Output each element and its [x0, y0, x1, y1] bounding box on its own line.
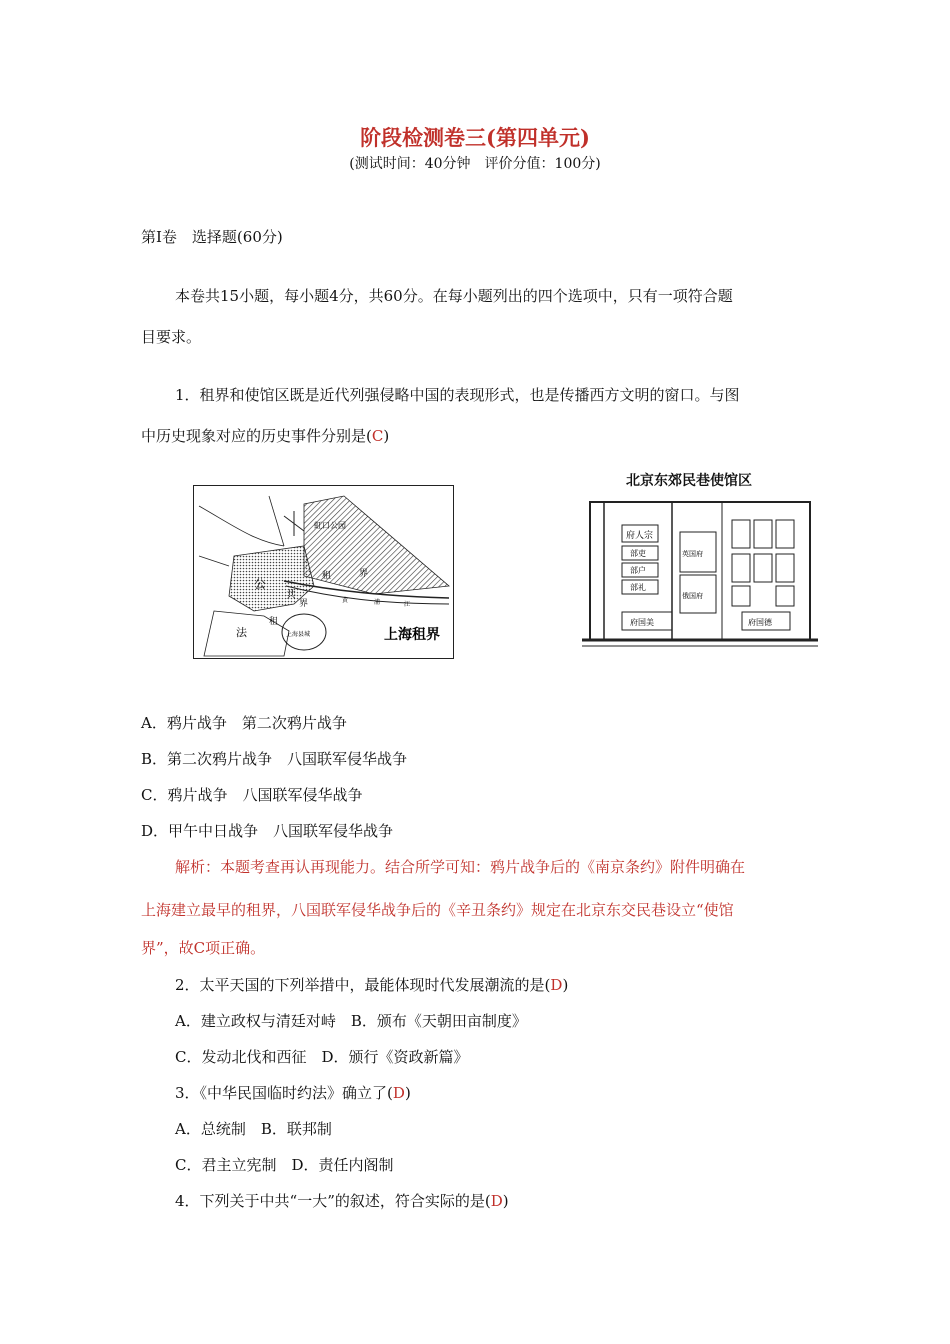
- map-caption-beijing: 北京东郊民巷使馆区: [626, 473, 752, 489]
- map-label-huang: 黄: [342, 597, 349, 604]
- map-label-libu2: 部礼: [630, 583, 646, 592]
- map-label-zongrenfu: 府人宗: [626, 531, 654, 541]
- q1-analysis-text-1: 本题考查再认再现能力。结合所学可知：鸦片战争后的《南京条约》附件明确在: [220, 858, 746, 876]
- q1-analysis-label: 解析：: [175, 858, 221, 876]
- map-label-gong2: 共: [286, 590, 296, 601]
- q1-analysis-line-1: [175, 856, 745, 877]
- q1-stem-line-2: [141, 425, 389, 446]
- map-label-german: 府国德: [748, 618, 772, 627]
- q1-stem-line-1: 1．租界和使馆区既是近代列强侵略中国的表现形式，也是传播西方文明的窗口。与图: [175, 386, 740, 404]
- map-label-zu2: 租: [269, 617, 279, 627]
- beijing-legation-map: [582, 470, 818, 660]
- map-label-british: 英国府: [682, 550, 703, 558]
- shanghai-map-graphic: [194, 486, 453, 658]
- map-label-fa: 法: [236, 626, 247, 639]
- map-label-jie2: 界: [299, 599, 309, 609]
- q3-options-line-1: A．总统制 B．联邦制: [175, 1120, 332, 1138]
- beijing-map-graphic: [582, 490, 818, 660]
- map-label-zu: 租: [322, 571, 332, 581]
- q2-stem-text: 2．太平天国的下列举措中，最能体现时代发展潮流的是(: [175, 976, 551, 994]
- q2-stem: [175, 974, 568, 995]
- q3-paren-close: ): [404, 1084, 411, 1102]
- q1-answer: C: [371, 427, 384, 445]
- q2-options-line-2: C．发动北伐和西征 D．颁行《资政新篇》: [175, 1048, 469, 1066]
- q1-analysis-line-2: 上海建立最早的租界，八国联军侵华战争后的《辛丑条约》规定在北京东交民巷设立“使馆: [141, 901, 734, 919]
- q1-paren-close: ): [383, 427, 390, 445]
- q1-option-a: A．鸦片战争 第二次鸦片战争: [141, 714, 347, 732]
- q4-stem: [175, 1190, 509, 1211]
- map-caption-shanghai: 上海租界: [384, 627, 440, 643]
- page-subtitle: (测试时间：40分钟 评价分值：100分): [349, 156, 601, 172]
- map-label-american: 府国美: [630, 618, 654, 627]
- q2-options-line-1: A．建立政权与清廷对峙 B．颁布《天朝田亩制度》: [175, 1012, 527, 1030]
- q3-stem: [175, 1082, 411, 1103]
- q1-option-d: D．甲午中日战争 八国联军侵华战争: [141, 822, 394, 840]
- q3-answer: D: [392, 1084, 405, 1102]
- map-label-hongkou-park: 虹口公园: [314, 521, 346, 530]
- q2-answer: D: [550, 976, 563, 994]
- q4-paren-close: ): [502, 1192, 509, 1210]
- q1-stem-prefix: 中历史现象对应的历史事件分别是(: [141, 427, 372, 445]
- q1-option-b: B．第二次鸦片战争 八国联军侵华战争: [141, 750, 408, 768]
- map-label-hubu: 部户: [630, 566, 646, 575]
- section-heading: 第Ⅰ卷 选择题(60分): [141, 228, 283, 246]
- q1-analysis-line-3: 界”，故C项正确。: [141, 939, 266, 957]
- instructions-line-2: 目要求。: [141, 328, 202, 346]
- q3-stem-text: 3．《中华民国临时约法》确立了(: [175, 1084, 393, 1102]
- instructions-line-1: 本卷共15小题，每小题4分，共60分。在每小题列出的四个选项中，只有一项符合题: [175, 287, 733, 305]
- q1-option-c: C．鸦片战争 八国联军侵华战争: [141, 786, 363, 804]
- map-label-russian: 俄国府: [682, 592, 703, 600]
- page-title: 阶段检测卷三(第四单元): [360, 125, 590, 150]
- q4-stem-text: 4．下列关于中共“一大”的叙述，符合实际的是(: [175, 1192, 491, 1210]
- map-label-jie: 界: [359, 569, 369, 579]
- map-label-gong: 公: [254, 577, 267, 591]
- map-label-jiang: 江: [404, 601, 411, 608]
- q2-paren-close: ): [562, 976, 569, 994]
- map-label-old-city: 上海县城: [286, 631, 311, 638]
- q4-answer: D: [490, 1192, 503, 1210]
- map-label-pu: 浦: [374, 599, 381, 606]
- q3-options-line-2: C．君主立宪制 D．责任内阁制: [175, 1156, 394, 1174]
- map-label-libu: 部吏: [630, 549, 646, 558]
- shanghai-concession-map: [193, 485, 454, 659]
